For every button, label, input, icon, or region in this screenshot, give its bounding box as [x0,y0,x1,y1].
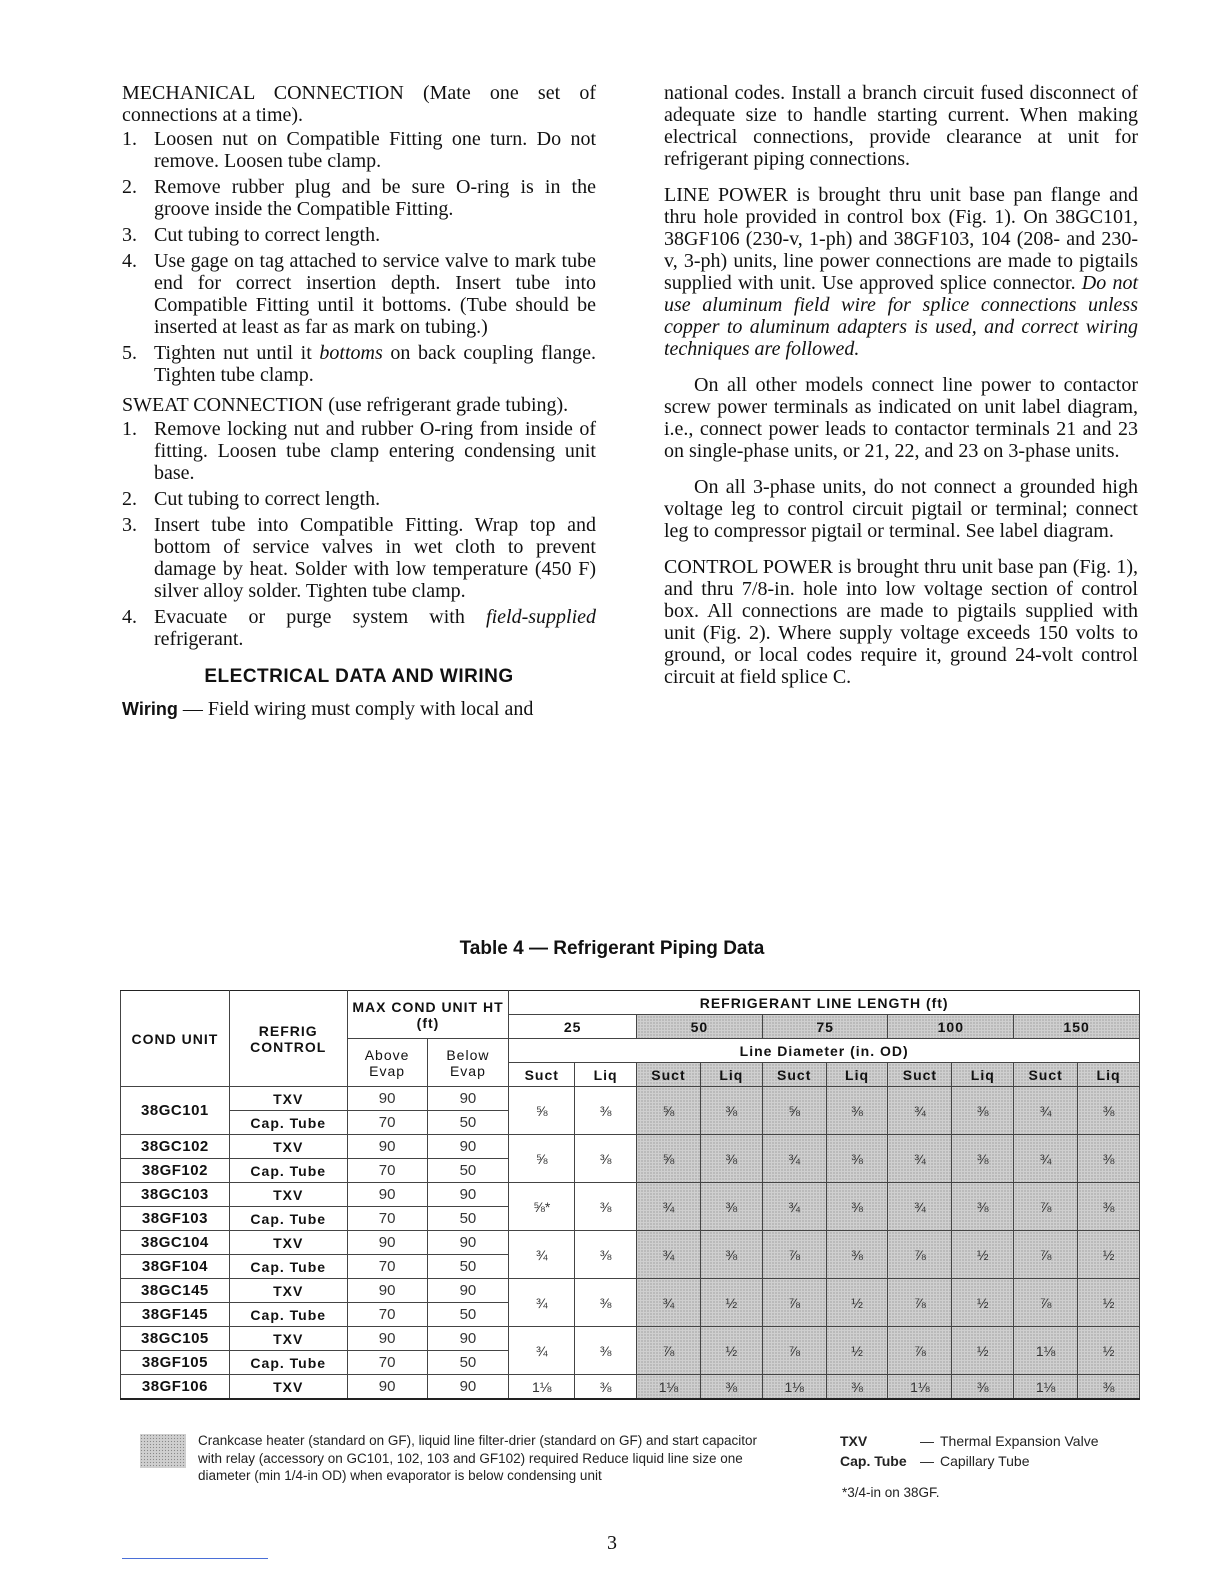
national-codes-paragraph: national codes. Install a branch circuit fused disconnect of adequate size to handle starting current. When making electrical connections, provide clearance at unit for refrigerant piping connections. [664,82,1138,170]
liq-diameter-cell: ⅜ [575,1183,637,1231]
sweat-step-3 [122,514,596,602]
left-column [122,82,596,730]
refrig-control-cell: Cap. Tube [229,1159,347,1183]
liq-diameter-cell: ⅜ [1078,1087,1140,1135]
step-number: 1. [122,128,137,150]
step-text: Tighten nut until it [154,342,320,364]
suct-diameter-cell: ⅝* [509,1183,575,1231]
cond-unit-cell: 38GF106 [121,1375,230,1400]
step-text: Remove rubber plug and be sure O-ring is in the groove inside the Compatible Fitting. [154,176,596,220]
liq-diameter-cell: ½ [826,1327,888,1375]
step-text: bottoms [319,342,383,364]
wiring-run-in-head: Wiring [122,699,178,719]
cond-unit-cell: 38GF145 [121,1303,230,1327]
suct-diameter-cell: ¾ [1014,1135,1078,1183]
below-evap-cell: 90 [427,1375,509,1400]
refrig-control-header: REFRIG CONTROL [229,991,347,1087]
suct-diameter-cell: ¾ [637,1279,701,1327]
wiring-text: — Field wiring must comply with local and [177,698,534,720]
liq-diameter-cell: ⅜ [700,1183,762,1231]
liq-diameter-cell: ⅜ [575,1087,637,1135]
liq-diameter-cell: ⅜ [826,1375,888,1400]
above-evap-cell: 90 [347,1375,427,1400]
liq-header: Liq [575,1063,637,1087]
shading-legend-text: Crankcase heater (standard on GF), liquid line filter-drier (standard on GF) and start capacitor with relay (accessory on GC101, 102, 103 and GF102) required Reduce liquid line size one diameter (min 1/4-in OD) when evaporator is below condensing unit [198,1433,757,1483]
suct-header: Suct [888,1063,952,1087]
liq-header: Liq [1078,1063,1140,1087]
table-row [121,1327,1140,1351]
liq-diameter-cell: ⅜ [575,1231,637,1279]
refrig-control-cell: TXV [229,1279,347,1303]
liq-diameter-cell: ⅜ [700,1087,762,1135]
liq-diameter-cell: ⅜ [952,1135,1014,1183]
step-text: Remove locking nut and rubber O-ring from inside of fitting. Loosen tube clamp entering condensing unit base. [154,418,596,484]
suct-header: Suct [1014,1063,1078,1087]
liq-diameter-cell: ½ [1078,1231,1140,1279]
wiring-paragraph [122,698,596,720]
step-number: 2. [122,176,137,198]
above-evap-cell: 70 [347,1303,427,1327]
mechanical-step-4 [122,250,596,338]
refrig-control-cell: TXV [229,1087,347,1111]
liq-diameter-cell: ⅜ [826,1087,888,1135]
suct-diameter-cell: ⅞ [762,1327,826,1375]
above-evap-cell: 90 [347,1279,427,1303]
refrig-control-cell: Cap. Tube [229,1111,347,1135]
line-power-paragraph [664,184,1138,360]
above-evap-cell: 70 [347,1255,427,1279]
shading-legend-swatch [140,1434,186,1468]
suct-diameter-cell: 1⅛ [762,1375,826,1400]
below-evap-cell: 50 [427,1255,509,1279]
table-row [121,1183,1140,1207]
step-text: on back coupling flange. Tighten tube clamp. [154,342,596,386]
suct-diameter-cell: ¾ [509,1231,575,1279]
below-evap-cell: 50 [427,1159,509,1183]
table-title: Table 4 — Refrigerant Piping Data [459,938,765,959]
right-column [664,82,1138,698]
above-evap-cell: 90 [347,1087,427,1111]
liq-diameter-cell: ⅜ [1078,1183,1140,1231]
sweat-step-1 [122,418,596,484]
suct-diameter-cell: ¾ [888,1135,952,1183]
liq-header: Liq [700,1063,762,1087]
liq-diameter-cell: ⅜ [575,1327,637,1375]
liq-diameter-cell: ⅜ [700,1135,762,1183]
length-50: 50 [637,1015,763,1039]
electrical-section-heading: ELECTRICAL DATA AND WIRING [204,666,514,687]
above-evap-cell: 90 [347,1135,427,1159]
table-row [121,1231,1140,1255]
mechanical-step-2 [122,176,596,220]
cond-unit-cell: 38GC105 [121,1327,230,1351]
suct-diameter-cell: ⅞ [1014,1183,1078,1231]
refrig-control-cell: Cap. Tube [229,1207,347,1231]
three-phase-paragraph: On all 3-phase units, do not connect a grounded high voltage leg to control circuit pigtail or terminal; connect leg to compressor pigtail or terminal. See label diagram. [664,476,1138,542]
suct-diameter-cell: ⅞ [1014,1279,1078,1327]
abbreviations [840,1431,1098,1471]
suct-header: Suct [509,1063,575,1087]
liq-diameter-cell: ½ [1078,1327,1140,1375]
liq-diameter-cell: ⅜ [826,1183,888,1231]
cond-unit-cell: 38GF105 [121,1351,230,1375]
table-row [121,1375,1140,1400]
suct-diameter-cell: 1⅛ [888,1375,952,1400]
liq-header: Liq [826,1063,888,1087]
refrig-control-cell: TXV [229,1327,347,1351]
sweat-step-4 [122,606,596,650]
refrig-control-cell: Cap. Tube [229,1351,347,1375]
below-evap-cell: 90 [427,1279,509,1303]
liq-diameter-cell: ⅜ [575,1375,637,1400]
liq-diameter-cell: ⅜ [952,1087,1014,1135]
above-evap-cell: 90 [347,1183,427,1207]
cond-unit-cell: 38GC101 [121,1087,230,1135]
suct-header: Suct [637,1063,701,1087]
suct-diameter-cell: ⅞ [762,1231,826,1279]
page-number: 3 [607,1532,617,1554]
step-number: 4. [122,606,137,628]
mechanical-connection-heading: MECHANICAL CONNECTION (Mate one set of connections at a time). [122,82,596,126]
control-power-paragraph: CONTROL POWER is brought thru unit base pan (Fig. 1), and thru 7/8-in. hole into low voltage section of control box. All connections are made to pigtails supplied with unit (Fig. 2). Where supply voltage exceeds 150 volts to ground, or local codes require it, ground 24-volt control circuit at field splice C. [664,556,1138,688]
step-text: Loosen nut on Compatible Fitting one turn. Do not remove. Loosen tube clamp. [154,128,596,172]
cond-unit-cell: 38GC145 [121,1279,230,1303]
suct-diameter-cell: ¾ [762,1135,826,1183]
length-100: 100 [888,1015,1014,1039]
length-150: 150 [1014,1015,1140,1039]
footnote: *3/4-in on 38GF. [842,1485,940,1500]
above-evap-cell: 90 [347,1327,427,1351]
suct-header: Suct [762,1063,826,1087]
cond-unit-cell: 38GF102 [121,1159,230,1183]
suct-diameter-cell: ¾ [509,1327,575,1375]
cond-unit-cell: 38GC103 [121,1183,230,1207]
cond-unit-cell: 38GC104 [121,1231,230,1255]
line-power-text: LINE POWER is brought thru unit base pan flange and thru hole provided in control box (Fig. 1). On 38GC101, 38GF106 (230-v, 1-ph) and 38GF103, 104 (208- and 230-v, 3-ph) units, line power connections are made to pigtails supplied with unit. Use approved splice connector. [664,184,1138,294]
step-text: Cut tubing to correct length. [154,488,381,510]
above-evap-cell: 90 [347,1231,427,1255]
suct-diameter-cell: 1⅛ [1014,1327,1078,1375]
refrig-control-cell: TXV [229,1375,347,1400]
liq-diameter-cell: ½ [700,1279,762,1327]
aluminum-wire-warning: Do not use aluminum field wire for splice connections unless copper to aluminum adapters is used, and correct wiring techniques are followed. [664,272,1139,360]
step-text: Evacuate or purge system with [154,606,487,628]
mechanical-step-3 [122,224,596,246]
abbr-txv: TXV — Thermal Expansion Valve [840,1433,1099,1449]
step-text: Cut tubing to correct length. [154,224,381,246]
table-row [121,1279,1140,1303]
refrig-control-cell: Cap. Tube [229,1303,347,1327]
suct-diameter-cell: ⅝ [762,1087,826,1135]
liq-diameter-cell: ½ [826,1279,888,1327]
cond-unit-cell: 38GF104 [121,1255,230,1279]
refrigerant-piping-table [120,990,1140,1400]
table-row [121,1135,1140,1159]
suct-diameter-cell: ⅝ [509,1135,575,1183]
suct-diameter-cell: ¾ [1014,1087,1078,1135]
step-text: Use gage on tag attached to service valve to mark tube end for correct insertion depth. Insert tube into Compatible Fitting until it bottoms. (Tube should be inserted at least as far as mark on tubing.) [154,250,596,338]
suct-diameter-cell: 1⅛ [637,1375,701,1400]
step-number: 3. [122,514,137,536]
step-text: field-supplied [486,606,596,628]
liq-diameter-cell: ⅜ [1078,1135,1140,1183]
liq-diameter-cell: ⅜ [952,1183,1014,1231]
length-25: 25 [509,1015,637,1039]
below-evap-cell: 90 [427,1183,509,1207]
suct-diameter-cell: ⅝ [637,1135,701,1183]
other-models-paragraph: On all other models connect line power to contactor screw power terminals as indicated on unit label diagram, i.e., connect power leads to contactor terminals 21 and 23 on single-phase units, or 21, 22, and 23 on 3-phase units. [664,374,1138,462]
refrig-control-cell: TXV [229,1135,347,1159]
liq-diameter-cell: ⅜ [826,1135,888,1183]
abbr-cap-tube: Cap. Tube — Capillary Tube [840,1453,1030,1469]
suct-diameter-cell: ⅞ [888,1231,952,1279]
max-cond-header: MAX COND UNIT HT (ft) [347,991,509,1039]
line-diameter-header: Line Diameter (in. OD) [509,1039,1140,1063]
suct-diameter-cell: 1⅛ [1014,1375,1078,1400]
below-evap-cell: 90 [427,1135,509,1159]
step-number: 3. [122,224,137,246]
suct-diameter-cell: ⅞ [1014,1231,1078,1279]
line-length-header: REFRIGERANT LINE LENGTH (ft) [509,991,1140,1015]
above-evap-cell: 70 [347,1351,427,1375]
liq-diameter-cell: ⅜ [575,1279,637,1327]
liq-diameter-cell: ½ [952,1231,1014,1279]
step-text: refrigerant. [154,628,244,650]
refrig-control-cell: Cap. Tube [229,1255,347,1279]
liq-diameter-cell: ½ [700,1327,762,1375]
liq-diameter-cell: ½ [952,1279,1014,1327]
cond-unit-header: COND UNIT [121,991,230,1087]
link-underline [122,1558,268,1559]
suct-diameter-cell: ¾ [888,1183,952,1231]
liq-diameter-cell: ½ [1078,1279,1140,1327]
sweat-step-2 [122,488,596,510]
refrig-control-cell: TXV [229,1183,347,1207]
below-evap-cell: 90 [427,1087,509,1111]
suct-diameter-cell: ¾ [509,1279,575,1327]
below-evap-header: Below Evap [427,1039,509,1087]
below-evap-cell: 50 [427,1207,509,1231]
table-row [121,1087,1140,1111]
liq-diameter-cell: ⅜ [575,1135,637,1183]
mechanical-step-5 [122,342,596,386]
liq-diameter-cell: ⅜ [700,1231,762,1279]
suct-diameter-cell: ¾ [637,1183,701,1231]
cond-unit-cell: 38GF103 [121,1207,230,1231]
suct-diameter-cell: ¾ [637,1231,701,1279]
step-number: 5. [122,342,137,364]
below-evap-cell: 50 [427,1303,509,1327]
above-evap-cell: 70 [347,1159,427,1183]
sweat-steps-list [122,418,596,650]
suct-diameter-cell: ⅞ [888,1327,952,1375]
above-evap-header: Above Evap [347,1039,427,1087]
liq-header: Liq [952,1063,1014,1087]
step-number: 4. [122,250,137,272]
liq-diameter-cell: ⅜ [826,1231,888,1279]
suct-diameter-cell: ⅝ [509,1087,575,1135]
suct-diameter-cell: ⅞ [762,1279,826,1327]
mechanical-step-1 [122,128,596,172]
below-evap-cell: 90 [427,1327,509,1351]
step-text: Insert tube into Compatible Fitting. Wrap top and bottom of service valves in wet cloth to prevent damage by heat. Solder with low temperature (450 F) silver alloy solder. Tighten tube clamp. [154,514,596,602]
mechanical-steps-list [122,128,596,386]
length-75: 75 [762,1015,888,1039]
suct-diameter-cell: ⅞ [888,1279,952,1327]
sweat-connection-heading: SWEAT CONNECTION (use refrigerant grade tubing). [122,394,569,416]
step-number: 1. [122,418,137,440]
liq-diameter-cell: ⅜ [952,1375,1014,1400]
above-evap-cell: 70 [347,1207,427,1231]
liq-diameter-cell: ⅜ [1078,1375,1140,1400]
refrig-control-cell: TXV [229,1231,347,1255]
liq-diameter-cell: ⅜ [700,1375,762,1400]
below-evap-cell: 90 [427,1231,509,1255]
suct-diameter-cell: ¾ [888,1087,952,1135]
suct-diameter-cell: 1⅛ [509,1375,575,1400]
below-evap-cell: 50 [427,1111,509,1135]
below-evap-cell: 50 [427,1351,509,1375]
above-evap-cell: 70 [347,1111,427,1135]
cond-unit-cell: 38GC102 [121,1135,230,1159]
suct-diameter-cell: ¾ [762,1183,826,1231]
liq-diameter-cell: ½ [952,1327,1014,1375]
suct-diameter-cell: ⅝ [637,1087,701,1135]
suct-diameter-cell: ⅞ [637,1327,701,1375]
step-number: 2. [122,488,137,510]
